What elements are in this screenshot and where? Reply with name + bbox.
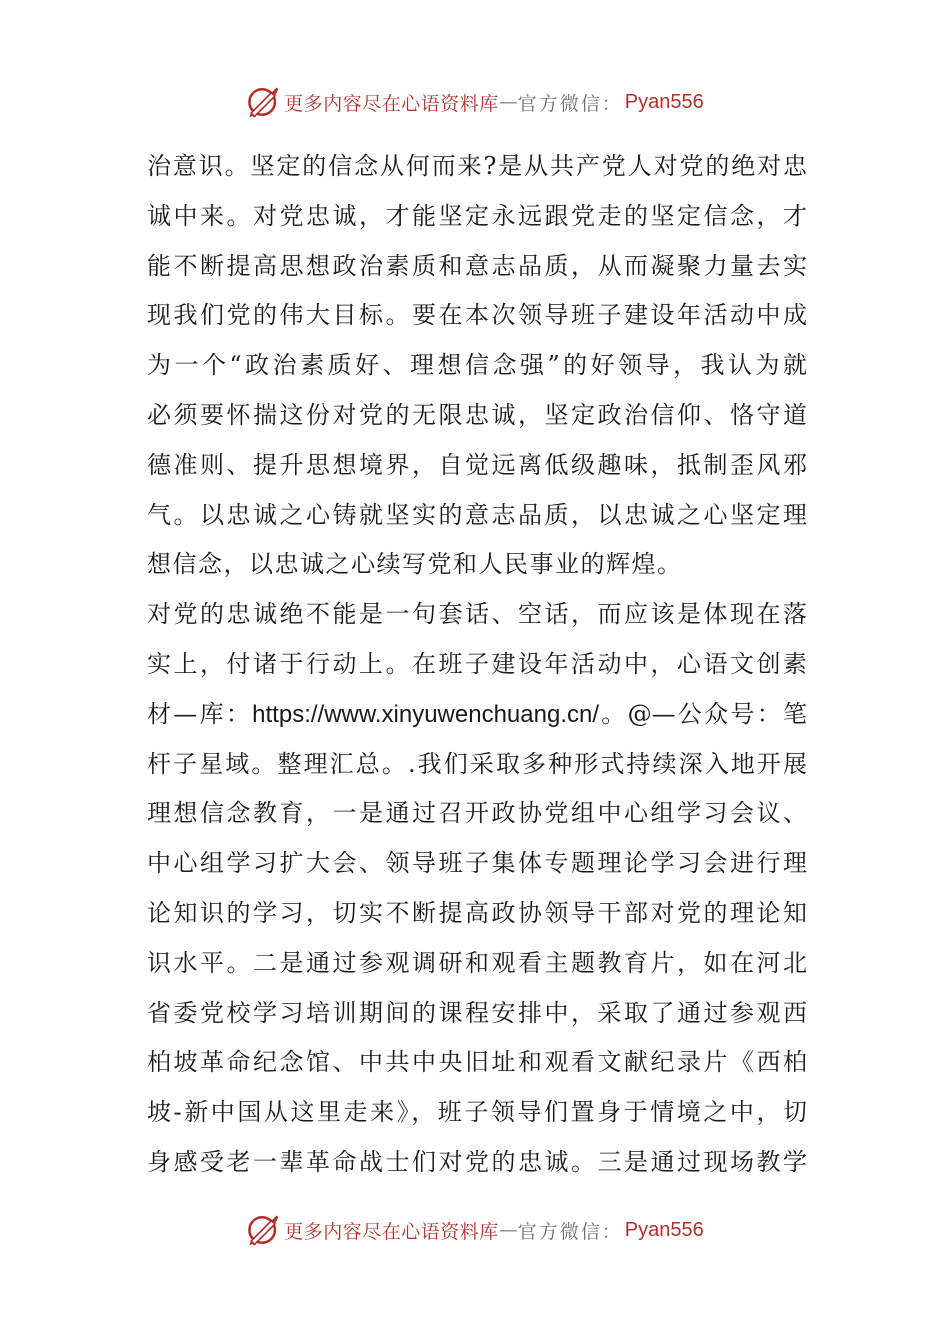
- header-site-name: 更多内容尽在心语资料库: [284, 92, 499, 115]
- text-line: 德准则、提升思想境界，自觉远离低级趣味，抵制歪风邪: [147, 450, 807, 479]
- header-wechat-id: Pyan556: [624, 90, 704, 113]
- footer-separator: —: [498, 1219, 518, 1241]
- footer-banner: [0, 1210, 950, 1250]
- text-line-with-url: [147, 690, 807, 740]
- text-line: 中心组学习扩大会、领导班子集体专题理论学习会进行理: [147, 849, 807, 878]
- pen-logo-icon: [246, 1213, 280, 1247]
- text-line: 现我们党的伟大目标。要在本次领导班子建设年活动中成: [147, 301, 807, 330]
- header-official-label: 官方微信：: [517, 92, 623, 115]
- header-separator: —: [498, 91, 518, 113]
- paragraph-end-line: 想信念，以忠诚之心续写党和人民事业的辉煌。: [147, 550, 683, 579]
- url-prefix-text: 材—库：: [147, 699, 253, 728]
- text-line: 治意识。坚定的信念从何而来?是从共产党人对党的绝对忠: [147, 152, 807, 180]
- text-line: 气。以忠诚之心铸就坚实的意志品质，以忠诚之心坚定理: [147, 500, 807, 529]
- text-line: 身感受老一辈革命战士们对党的忠诚。三是通过现场教学: [147, 1147, 807, 1176]
- text-line: 省委党校学习培训期间的课程安排中，采取了通过参观西: [147, 998, 807, 1027]
- text-line: 识水平。二是通过参观调研和观看主题教育片，如在河北: [147, 948, 807, 977]
- text-line: 实上，付诸于行动上。在班子建设年活动中，心语文创素: [147, 649, 807, 678]
- footer-wechat-id: Pyan556: [624, 1218, 704, 1241]
- header-banner: [0, 82, 950, 122]
- text-line: 必须要怀揣这份对党的无限忠诚，坚定政治信仰、恪守道: [147, 400, 807, 429]
- text-line: 杆子星域。整理汇总。.我们采取多种形式持续深入地开展: [147, 749, 807, 778]
- text-line: 诚中来。对党忠诚，才能坚定永远跟党走的坚定信念，才: [147, 201, 807, 230]
- text-line: 理想信念教育，一是通过召开政协党组中心组学习会议、: [147, 799, 807, 828]
- text-line: 能不断提高思想政治素质和意志品质，从而凝聚力量去实: [147, 251, 807, 280]
- pen-logo-icon: [246, 85, 280, 119]
- text-line: 为一个“政治素质好、理想信念强”的好领导，我认为就: [147, 351, 807, 380]
- text-line: 对党的忠诚绝不能是一句套话、空话，而应该是体现在落: [147, 600, 807, 629]
- footer-site-name: 更多内容尽在心语资料库: [284, 1220, 499, 1243]
- document-body: [147, 142, 807, 1188]
- website-url-link[interactable]: https://www.xinyuwenchuang.cn/: [252, 700, 600, 728]
- text-line: 柏坡革命纪念馆、中共中央旧址和观看文献纪录片《西柏: [147, 1048, 807, 1077]
- text-line: 论知识的学习，切实不断提高政协领导干部对党的理论知: [147, 898, 807, 927]
- text-line: 坡-新中国从这里走来》，班子领导们置身于情境之中，切: [147, 1098, 807, 1127]
- footer-official-label: 官方微信：: [517, 1220, 623, 1243]
- url-suffix-text: 。@—公众号：笔: [599, 699, 807, 728]
